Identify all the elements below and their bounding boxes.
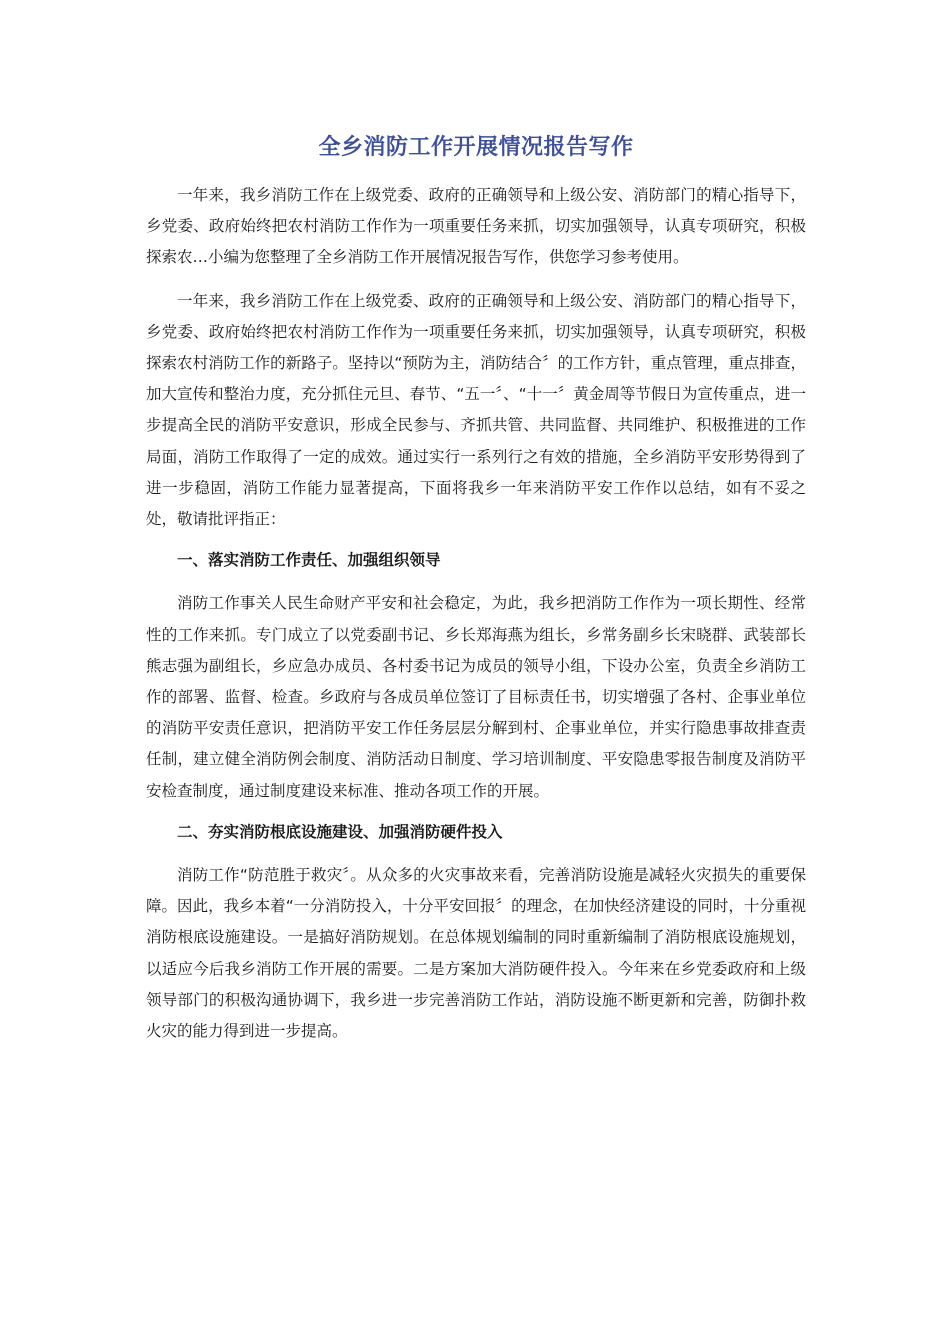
section-1-body: 消防工作事关人民生命财产平安和社会稳定，为此，我乡把消防工作作为一项长期性、经常性的工作来抓。专门成立了以党委副书记、乡长郑海燕为组长，乡常务副乡长宋晓群、武装部长熊志强为副组长，乡应急办成员、各村委书记为成员的领导小组，下设办公室，负责全乡消防工作的部署、监督、检查。乡政府与各成员单位签订了目标责任书，切实增强了各村、企事业单位的消防平安责任意识，把消防平安工作任务层层分解到村、企事业单位，并实行隐患事故排查责任制，建立健全消防例会制度、消防活动日制度、学习培训制度、平安隐患零报告制度及消防平安检查制度，通过制度建设来标准、推动各项工作的开展。 <box>146 594 806 800</box>
section-1-heading: 一、落实消防工作责任、加强组织领导 <box>177 551 441 570</box>
body-paragraph-1: 一年来，我乡消防工作在上级党委、政府的正确领导和上级公安、消防部门的精心指导下，乡党委、政府始终把农村消防工作作为一项重要任务来抓，切实加强领导，认真专项研究，积极探索农村消防工作的新路子。坚持以“预防为主，消防结合〞的工作方针，重点管理，重点排查，加大宣传和整治力度，充分抓住元旦、春节、“五一〞、“十一〞黄金周等节假日为宣传重点，进一步提高全民的消防平安意识，形成全民参与、齐抓共管、共同监督、共同维护、积极推进的工作局面，消防工作取得了一定的成效。通过实行一系列行之有效的措施，全乡消防平安形势得到了进一步稳固，消防工作能力显著提高，下面将我乡一年来消防平安工作作以总结，如有不妥之处，敬请批评指正： <box>146 291 806 529</box>
intro-paragraph: 一年来，我乡消防工作在上级党委、政府的正确领导和上级公安、消防部门的精心指导下，乡党委、政府始终把农村消防工作作为一项重要任务来抓，切实加强领导，认真专项研究，积极探索农…小编为您整理了全乡消防工作开展情况报告写作，供您学习参考使用。 <box>146 186 806 267</box>
section-2-heading: 二、夯实消防根底设施建设、加强消防硬件投入 <box>177 822 503 841</box>
section-2-body: 消防工作“防范胜于救灾〞。从众多的火灾事故来看，完善消防设施是减轻火灾损失的重要保障。因此，我乡本着“一分消防投入，十分平安回报〞的理念，在加快经济建设的同时，十分重视消防根底设施建设。一是搞好消防规划。在总体规划编制的同时重新编制了消防根底设施规划，以适应今后我乡消防工作开展的需要。二是方案加大消防硬件投入。今年来在乡党委政府和上级领导部门的积极沟通协调下，我乡进一步完善消防工作站，消防设施不断更新和完善，防御扑救火灾的能力得到进一步提高。 <box>146 866 806 1041</box>
document-content <box>146 128 806 1057</box>
document-title: 全乡消防工作开展情况报告写作 <box>318 135 634 160</box>
